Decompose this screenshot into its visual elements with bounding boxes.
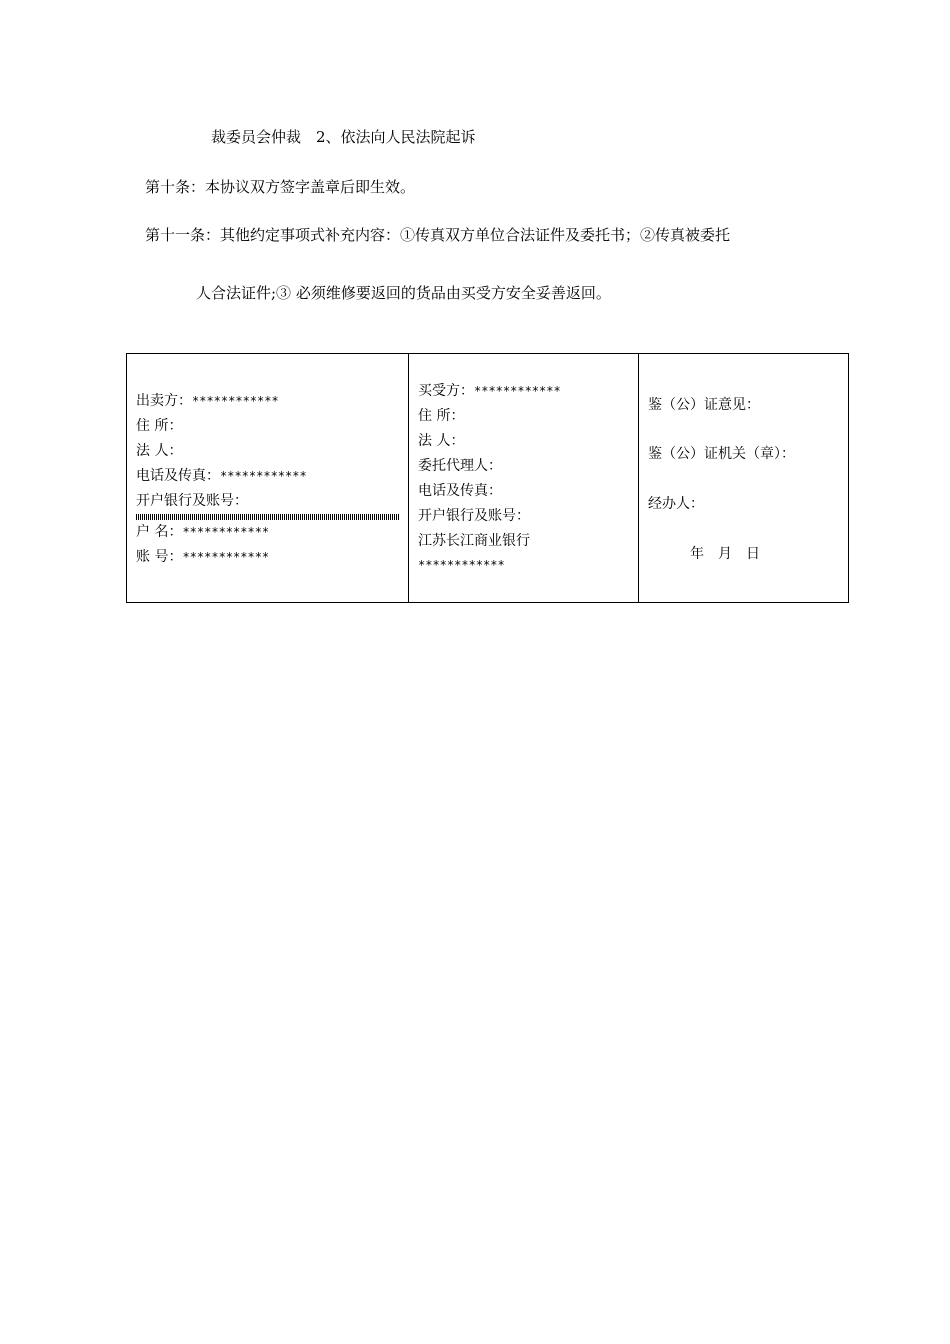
seller-account-no-label: 账 号： <box>136 549 183 565</box>
clause-continuation: 裁委员会仲裁 2、依法向人民法院起诉 <box>211 128 476 146</box>
seller-address-label: 住 所： <box>136 418 183 434</box>
buyer-phone-label: 电话及传真： <box>418 483 502 499</box>
seller-account-no <box>136 548 269 566</box>
buyer-party-value: ************ <box>474 384 561 398</box>
buyer-cell <box>409 354 639 602</box>
buyer-agent-label: 委托代理人： <box>418 458 502 474</box>
seller-phone <box>136 467 307 485</box>
buyer-address-label: 住 所： <box>418 408 465 424</box>
seller-party-value: ************ <box>192 394 279 408</box>
clause-ten: 第十条：本协议双方签字盖章后即生效。 <box>145 178 416 196</box>
seller-party-label: 出卖方： <box>136 393 192 409</box>
buyer-party <box>418 382 561 400</box>
seller-cell <box>127 354 409 602</box>
buyer-legal-label: 法 人： <box>418 433 465 449</box>
seller-account-name-value: ************ <box>182 525 270 539</box>
buyer-bank-name: 江苏长江商业银行 <box>418 533 530 549</box>
buyer-bank-account: ************ <box>418 558 505 572</box>
seller-bank-label: 开户银行及账号： <box>136 493 248 509</box>
notary-office-label: 鉴（公）证机关（章）： <box>648 446 795 462</box>
seller-account-no-value: ************ <box>182 550 270 564</box>
seller-legal-label: 法 人： <box>136 443 183 459</box>
seller-phone-value: ************ <box>220 469 307 483</box>
signature-table <box>126 353 849 603</box>
seller-account-name <box>136 523 269 541</box>
notary-handler-label: 经办人： <box>648 496 704 512</box>
buyer-bank-label: 开户银行及账号： <box>418 508 530 524</box>
notary-cell <box>639 354 848 602</box>
seller-phone-label: 电话及传真： <box>136 468 220 484</box>
clause-eleven: 第十一条：其他约定事项式补充内容：①传真双方单位合法证件及委托书；②传真被委托 <box>145 226 731 244</box>
buyer-party-label: 买受方： <box>418 383 474 399</box>
seller-separator <box>136 514 400 520</box>
clause-eleven-continued: 人合法证件;③ 必须维修要返回的货品由买受方安全妥善返回。 <box>196 284 611 302</box>
seller-party <box>136 392 279 410</box>
seller-account-name-label: 户 名： <box>136 524 183 540</box>
notary-date-label: 年 月 日 <box>690 546 760 562</box>
notary-opinion-label: 鉴（公）证意见： <box>648 397 760 413</box>
